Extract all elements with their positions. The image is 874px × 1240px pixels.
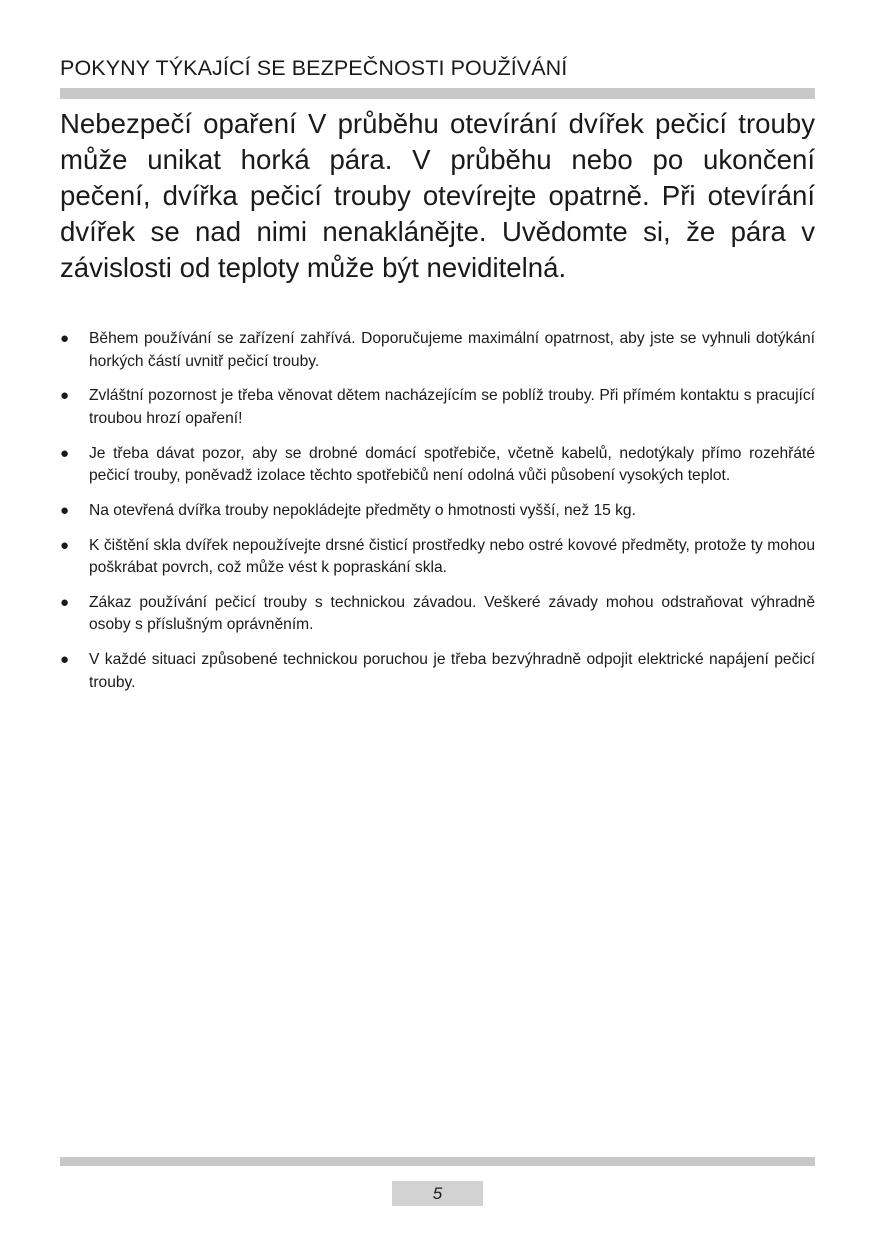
list-item-text: V každé situaci způsobené technickou poruchou je třeba bezvýhradně odpojit elektrické napájení pečicí trouby. — [89, 651, 815, 691]
list-item — [60, 535, 815, 580]
list-item — [60, 500, 815, 523]
bullet-icon: ● — [60, 501, 70, 519]
bullet-icon: ● — [60, 536, 70, 554]
list-item — [60, 443, 815, 488]
page-number: 5 — [392, 1181, 483, 1206]
safety-instructions-list — [60, 328, 815, 707]
list-item-text: K čištění skla dvířek nepoužívejte drsné čisticí prostředky nebo ostré kovové předměty, protože ty mohou poškrábat povrch, což může vést k popraskání skla. — [89, 536, 815, 577]
list-item-text: Na otevřená dvířka trouby nepokládejte předměty o hmotnosti vyšší, než 15 kg. — [89, 501, 636, 519]
list-item — [60, 328, 815, 373]
header-divider-bar — [60, 88, 815, 99]
bullet-icon: ● — [60, 330, 70, 347]
page-title: POKYNY TÝKAJÍCÍ SE BEZPEČNOSTI POUŽÍVÁNÍ — [60, 56, 568, 80]
bullet-icon: ● — [60, 387, 70, 405]
list-item — [60, 649, 815, 694]
list-item — [60, 592, 815, 637]
scald-warning-paragraph: Nebezpečí opaření V průběhu otevírání dvířek pečicí trouby může unikat horká pára. V průběhu nebo po ukončení pečení, dvířka pečicí trouby otevírejte opatrně. Při otevírání dvířek se nad nimi nenaklánějte. Uvědomte si, že pára v závislosti od teploty může být neviditelná. — [60, 108, 815, 283]
footer-divider-bar — [60, 1157, 815, 1166]
list-item-text: Během používání se zařízení zahřívá. Doporučujeme maximální opatrnost, aby jste se vyhnuli dotýkání horkých částí uvnitř pečicí trouby. — [89, 330, 815, 370]
list-item-text: Zvláštní pozornost je třeba věnovat dětem nacházejícím se poblíž trouby. Při přímém kontaktu s pracující troubou hrozí opaření! — [89, 387, 815, 427]
list-item-text: Je třeba dávat pozor, aby se drobné domácí spotřebiče, včetně kabelů, nedotýkaly přímo rozehřáté pečicí trouby, poněvadž izolace těchto spotřebičů není odolná vůči působení vysokých teplot. — [89, 444, 815, 485]
bullet-icon: ● — [60, 444, 70, 462]
list-item — [60, 385, 815, 430]
bullet-icon: ● — [60, 593, 70, 611]
list-item-text: Zákaz používání pečicí trouby s technickou závadou. Veškeré závady mohou odstraňovat výhradně osoby s příslušným oprávněním. — [89, 593, 815, 634]
bullet-icon: ● — [60, 651, 70, 669]
